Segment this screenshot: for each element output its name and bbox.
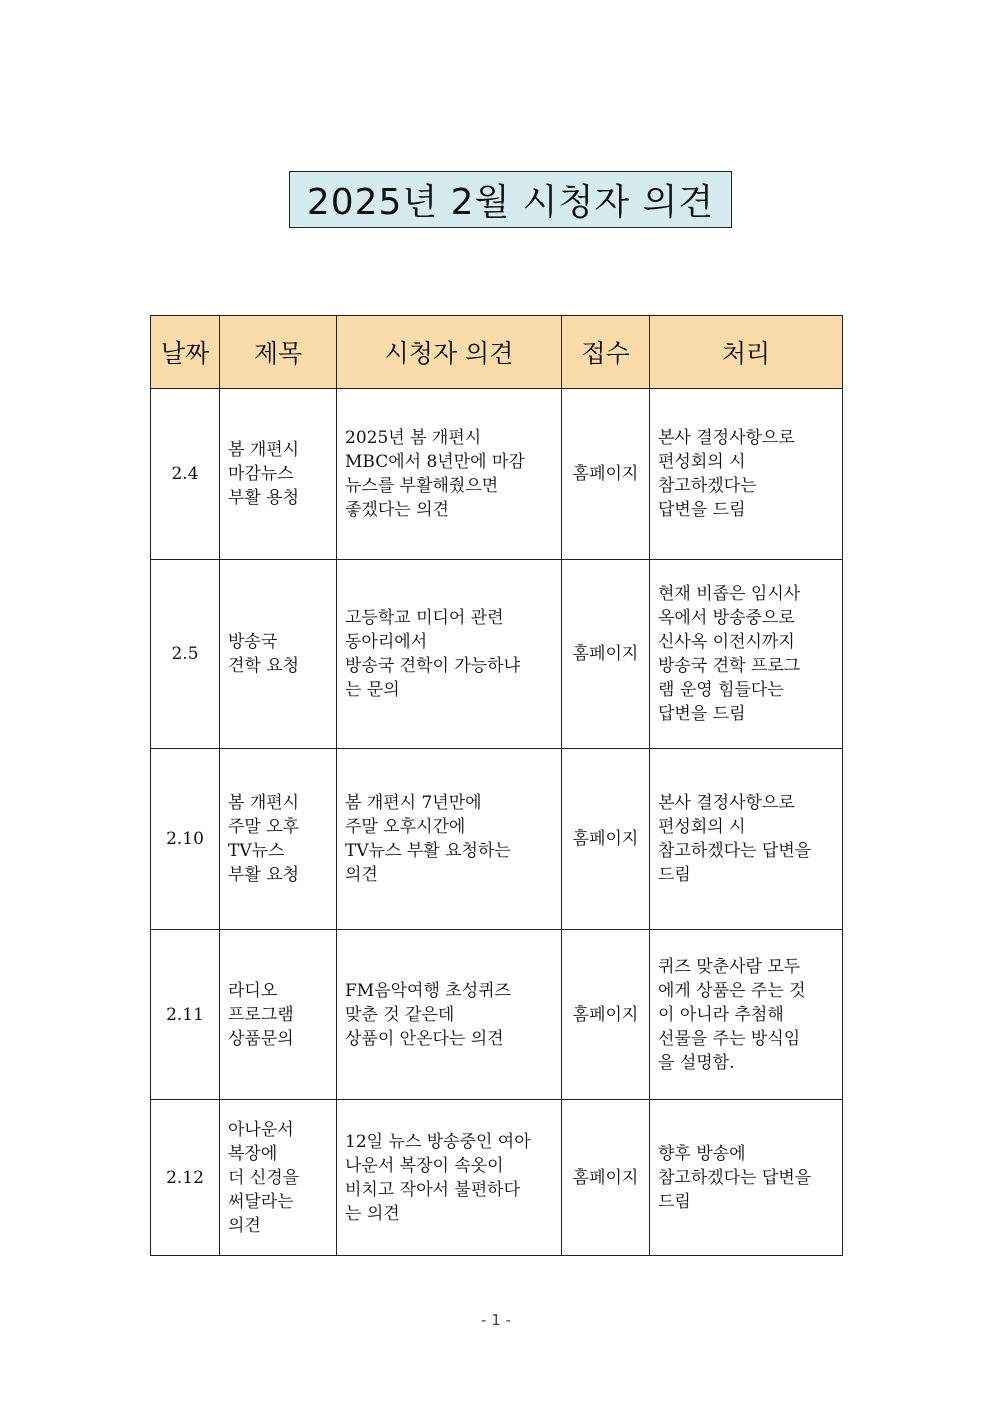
action-text: 본사 결정사항으로 편성회의 시 참고하겠다는 답변을 드림 [658,793,812,885]
received-cell: 홈페이지 [562,560,650,749]
header-date: 날짜 [151,316,220,389]
table-row [151,389,843,560]
subject-text: 봄 개편시 마감뉴스 부활 용청 [228,440,300,508]
header-received: 접수 [562,316,650,389]
action-text: 퀴즈 맞춘사람 모두 에게 상품은 주는 것 이 아니라 추첨해 선물을 주는 방식임 을 설명함. [658,956,806,1073]
opinion-text: 12일 뉴스 방송중인 여아 나운서 복장이 속옷이 비치고 작아서 불편하다 는 의견 [345,1131,531,1224]
action-cell [650,749,843,930]
page-title: 2025년 2월 시청자 의견 [289,171,732,228]
table-row [151,749,843,930]
opinion-cell [337,749,562,930]
received-cell: 홈페이지 [562,930,650,1100]
table-row [151,930,843,1100]
opinion-cell [337,560,562,749]
subject-cell [220,560,337,749]
received-cell: 홈페이지 [562,749,650,930]
header-action: 처리 [650,316,843,389]
date-cell: 2.12 [151,1100,220,1256]
date-cell: 2.4 [151,389,220,560]
subject-cell [220,749,337,930]
opinion-text: 고등학교 미디어 관련 동아리에서 방송국 견학이 가능하냐 는 문의 [345,608,521,700]
header-subject: 제목 [220,316,337,389]
received-cell: 홈페이지 [562,389,650,560]
action-cell [650,1100,843,1256]
date-cell: 2.5 [151,560,220,749]
subject-text: 라디오 프로그램 상품문의 [228,980,294,1049]
subject-cell [220,389,337,560]
header-opinion: 시청자 의견 [337,316,562,389]
table-row [151,560,843,749]
opinions-table [150,315,843,1256]
action-cell [650,930,843,1100]
opinion-cell [337,930,562,1100]
action-text: 본사 결정사항으로 편성회의 시 참고하겠다는 답변을 드림 [658,428,795,520]
subject-text: 봄 개편시 주말 오후 TV뉴스 부활 요청 [228,793,300,885]
opinion-cell [337,389,562,560]
action-text: 향후 방송에 참고하겠다는 답변을 드림 [658,1143,812,1212]
opinion-text: 봄 개편시 7년만에 주말 오후시간에 TV뉴스 부활 요청하는 의견 [345,793,511,885]
opinion-text: FM음악여행 초성퀴즈 맞춘 것 같은데 상품이 안온다는 의견 [345,980,511,1049]
received-cell: 홈페이지 [562,1100,650,1256]
subject-cell [220,930,337,1100]
action-cell [650,389,843,560]
date-cell: 2.10 [151,749,220,930]
action-cell [650,560,843,749]
opinion-text: 2025년 봄 개편시 MBC에서 8년만에 마감 뉴스를 부활해줬으면 좋겠다는 의견 [345,428,525,520]
table-header-row [151,316,843,389]
table-row [151,1100,843,1256]
subject-cell [220,1100,337,1256]
subject-text: 아나운서 복장에 더 신경을 써달라는 의견 [228,1119,300,1236]
action-text: 현재 비좁은 임시사 옥에서 방송중으로 신사옥 이전시까지 방송국 견학 프로그 램 운영 힘들다는 답변을 드림 [658,584,801,724]
date-cell: 2.11 [151,930,220,1100]
subject-text: 방송국 견학 요청 [228,632,300,676]
page-number: - 1 - [481,1311,511,1329]
opinion-cell [337,1100,562,1256]
